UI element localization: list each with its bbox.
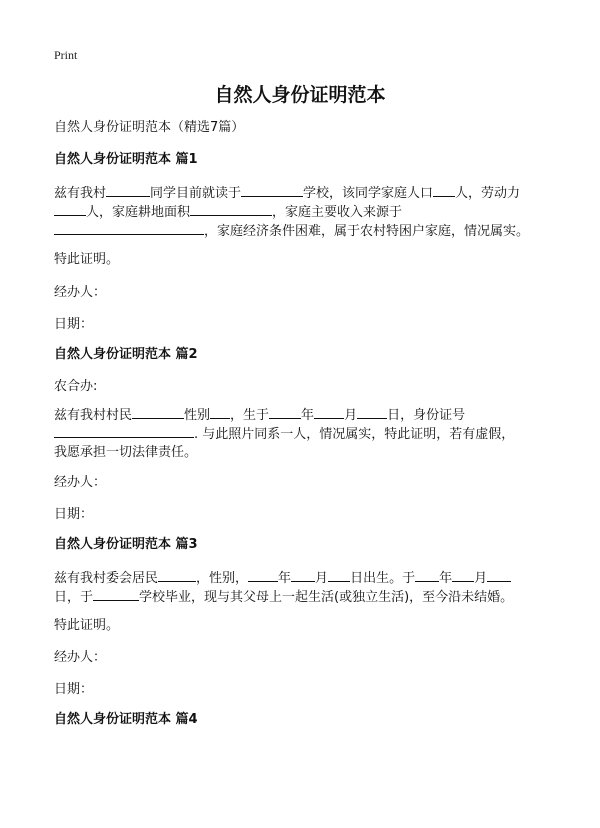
- blank-field: [54, 424, 194, 438]
- section-3-proof: 特此证明。: [54, 618, 120, 633]
- section-2-line-1: 兹有我村村民 性别 ，生于 年 月 日，身份证号: [54, 405, 554, 425]
- blank-field: [241, 183, 303, 197]
- section-1-proof: 特此证明。: [54, 252, 120, 267]
- print-link[interactable]: Print: [54, 48, 78, 62]
- blank-field: [328, 568, 350, 582]
- blank-field: [248, 568, 278, 582]
- blank-field: [190, 202, 272, 216]
- blank-field: [54, 221, 204, 235]
- blank-field: [357, 405, 387, 419]
- section-1-line-3: ，家庭经济条件困难，属于农村特困户家庭，情况属实。: [54, 221, 554, 241]
- blank-field: [433, 183, 455, 197]
- blank-field: [158, 568, 196, 582]
- blank-field: [291, 568, 315, 582]
- section-2-heading: 自然人身份证明范本 篇2: [54, 347, 198, 362]
- section-4-heading: 自然人身份证明范本 篇4: [54, 712, 198, 727]
- blank-field: [452, 568, 474, 582]
- section-1-date: 日期：: [54, 317, 94, 332]
- section-3-handler: 经办人：: [54, 650, 107, 665]
- section-1-line-1: 兹有我村 同学目前就读于 学校，该同学家庭人口 人，劳动力: [54, 183, 554, 203]
- document-title: 自然人身份证明范本: [214, 84, 386, 106]
- blank-field: [93, 587, 139, 601]
- section-1-heading: 自然人身份证明范本 篇1: [54, 152, 198, 167]
- blank-field: [210, 405, 230, 419]
- section-3-line-1: 兹有我村委会居民 ，性别， 年 月 日出生。于 年 月: [54, 568, 554, 588]
- section-2-date: 日期：: [54, 507, 94, 522]
- blank-field: [415, 568, 439, 582]
- section-3-heading: 自然人身份证明范本 篇3: [54, 537, 198, 552]
- blank-field: [487, 568, 511, 582]
- section-2-line-2: . 与此照片同系一人，情况属实，特此证明，若有虚假，: [54, 424, 554, 444]
- section-3-date: 日期：: [54, 682, 94, 697]
- section-3-line-2: 日，于 学校毕业，现与其父母上一起生活(或独立生活)，至今沿未结婚。: [54, 587, 554, 607]
- blank-field: [106, 183, 150, 197]
- section-2-org: 农合办:: [54, 379, 98, 394]
- blank-field: [54, 202, 86, 216]
- blank-field: [314, 405, 344, 419]
- section-1-handler: 经办人：: [54, 285, 107, 300]
- section-1-line-2: 人，家庭耕地面积 ，家庭主要收入来源于: [54, 202, 554, 222]
- blank-field: [132, 405, 184, 419]
- document-subtitle: 自然人身份证明范本（精选7篇）: [54, 120, 245, 135]
- section-2-handler: 经办人：: [54, 475, 107, 490]
- blank-field: [269, 405, 301, 419]
- section-2-line-3: 我愿承担一切法律责任。: [54, 445, 198, 460]
